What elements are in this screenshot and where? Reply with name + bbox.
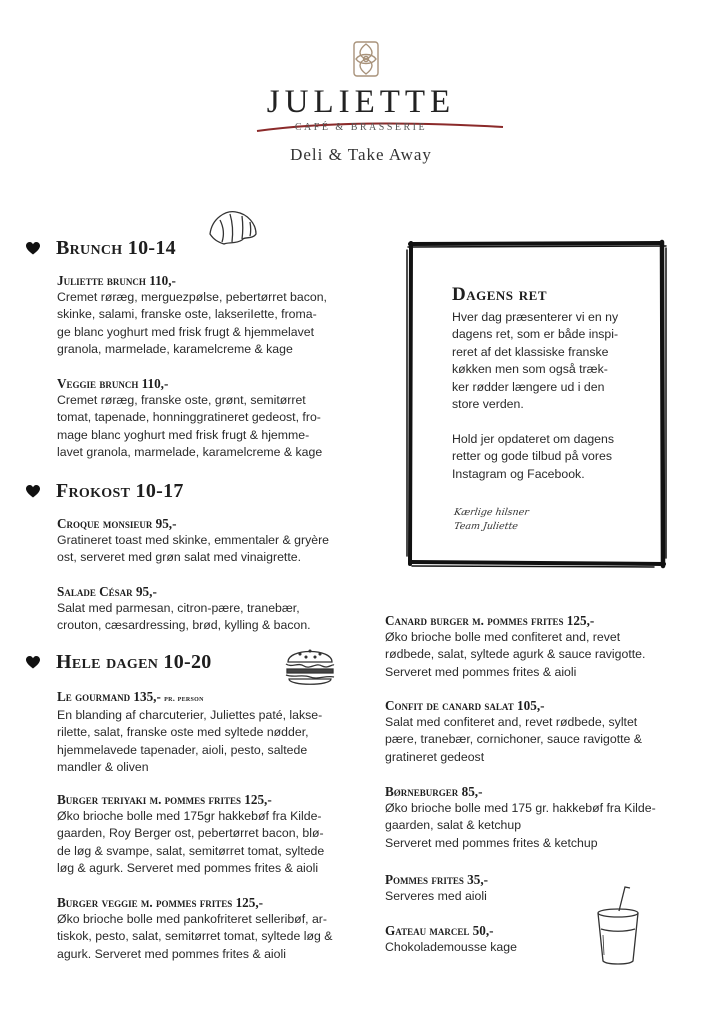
drink-cup-icon [593, 885, 643, 967]
desc-line: Serveres med aioli [385, 889, 487, 903]
item-title: Pommes frites 35,- [385, 872, 489, 887]
desc-line: Øko brioche bolle med confiteret and, revet [385, 630, 621, 644]
heart-icon [26, 242, 40, 255]
item-title: Burger teriyaki m. pommes frites 125,- [57, 792, 272, 807]
item-title: Burger veggie m. pommes frites 125,- [57, 895, 264, 910]
desc-line: Salat med confiteret and, revet rødbede, syltet [385, 715, 638, 729]
item-description [57, 707, 377, 777]
desc-line: mage blanc yoghurt med frisk frugt & hjemme- [57, 427, 310, 442]
item-title-text: Le gourmand 135,- [57, 689, 161, 704]
menu-item-croque-monsieur [57, 515, 377, 567]
menu-item-pommes-frites [385, 871, 705, 905]
desc-line: ge blanc yoghurt med frisk frugt & hjemmelavet [57, 324, 314, 339]
item-description [385, 939, 705, 956]
per-person-note: pr. person [164, 693, 204, 703]
menu-item-borneburger [385, 783, 705, 852]
text-line: Hold jer opdateret om dagens [452, 432, 615, 446]
logo-emblem-icon [348, 38, 384, 80]
desc-line: Cremet røræg, franske oste, grønt, semitørret [57, 393, 306, 407]
signature [454, 506, 529, 534]
item-description [57, 600, 377, 635]
menu-item-gateau-marcel [385, 922, 705, 956]
desc-line: Øko brioche bolle med pankofriteret selleribøf, ar- [57, 912, 327, 926]
item-title: Juliette brunch 110,- [57, 273, 176, 288]
signature-line: Team Juliette [453, 521, 519, 532]
section-title: Brunch 10-14 [56, 237, 176, 259]
item-title: Croque monsieur 95,- [57, 516, 177, 531]
section-frokost [26, 480, 184, 503]
desc-line: pære, tranebær, cornichoner, sauce ravigotte & [385, 732, 643, 747]
desc-line: rilette, salat, franske oste med syltede nødder, [57, 725, 309, 740]
signature-line: Kærlige hilsner [453, 507, 530, 518]
desc-line: Chokolademousse kage [385, 940, 517, 954]
desc-line: crouton, cæsardressing, brød, kylling & bacon. [57, 618, 311, 633]
desc-line: lavet granola, marmelade, karamelcreme & kage [57, 445, 323, 460]
dagens-ret-paragraph-2 [452, 431, 614, 483]
desc-line: Øko brioche bolle med 175gr hakkebøf fra Kilde- [57, 809, 322, 823]
menu-item-burger-veggie [57, 894, 377, 963]
desc-line: Salat med parmesan, citron-pære, tranebær, [57, 601, 300, 615]
brand-subtitle: CAFÉ & BRASSERIE [294, 122, 428, 133]
burger-icon [282, 640, 338, 690]
item-title: Børneburger 85,- [385, 784, 483, 799]
text-line: retter og gode tilbud på vores [452, 449, 612, 464]
text-line: Instagram og Facebook. [452, 466, 585, 481]
item-title: Confit de canard salat 105,- [385, 698, 545, 713]
desc-line: de løg & svampe, salat, semitørret tomat, syltede [57, 843, 325, 858]
section-title: Frokost 10-17 [56, 480, 184, 502]
desc-line: Gratineret toast med skinke, emmentaler & gryère [57, 533, 330, 547]
section-title: Hele dagen 10-20 [56, 651, 212, 673]
menu-item-veggie-brunch [57, 375, 377, 462]
menu-item-juliette-brunch [57, 272, 377, 359]
desc-line: Cremet røræg, merguezpølse, pebertørret bacon, [57, 290, 327, 304]
menu-item-salade-cesar [57, 583, 377, 635]
item-description [57, 808, 377, 878]
desc-line: En blanding af charcuterier, Juliettes paté, lakse- [57, 708, 323, 722]
desc-line: tiskok, pesto, salat, semitørret tomat, syltede løg & [57, 929, 333, 944]
section-hele-dagen [26, 651, 212, 674]
menu-item-canard-burger [385, 612, 705, 681]
croissant-icon [206, 206, 260, 250]
heart-icon [26, 485, 40, 498]
text-line: dagens ret, som er både inspi- [452, 327, 619, 342]
desc-line: gratineret gedeost [385, 749, 485, 764]
desc-line: gaarden, Roy Berger ost, pebertørret bacon, blø- [57, 826, 324, 841]
heart-icon [26, 656, 40, 669]
text-line: køkken men som også træk- [452, 362, 608, 377]
desc-line: Øko brioche bolle med 175 gr. hakkebøf fra Kilde- [385, 801, 656, 815]
section-brunch [26, 237, 176, 260]
item-description [385, 714, 705, 766]
menu-item-burger-teriyaki [57, 791, 377, 878]
menu-item-confit-salat [385, 697, 705, 766]
desc-line: ost, serveret med grøn salat med vinaigrette. [57, 550, 301, 565]
brand-name: JULIETTE [266, 84, 456, 120]
brand-tagline: Deli & Take Away [290, 145, 432, 164]
text-line: reret af det klassiske franske [452, 344, 609, 359]
desc-line: rødbede, salat, syltede agurk & sauce ravigotte. [385, 647, 646, 662]
desc-line: gaarden, salat & ketchup [385, 818, 522, 833]
item-title: Veggie brunch 110,- [57, 376, 169, 391]
item-description [385, 888, 705, 905]
desc-line: tomat, tapenade, honninggratineret gedeost, fro- [57, 410, 321, 425]
text-line: ker rødder længere ud i den [452, 379, 605, 394]
desc-line: skinke, salami, franske oste, lakseriIette, froma- [57, 307, 317, 322]
text-line: store verden. [452, 397, 524, 412]
dagens-ret-title: Dagens ret [452, 284, 547, 305]
desc-line: Serveret med pommes frites & aioli [385, 664, 577, 679]
item-description [57, 289, 377, 359]
desc-line: løg & agurk. Serveret med pommes frites & aioli [57, 861, 319, 876]
item-title: Canard burger m. pommes frites 125,- [385, 613, 595, 628]
desc-line: hjemmelavede tapenader, aioli, pesto, saltede [57, 742, 308, 757]
dagens-ret-paragraph-1 [452, 309, 618, 413]
item-title: Salade César 95,- [57, 584, 157, 599]
desc-line: agurk. Serveret med pommes frites & aioli [57, 946, 286, 961]
desc-line: Serveret med pommes frites & ketchup [385, 835, 598, 850]
item-description [57, 392, 377, 462]
item-title: Gateau marcel 50,- [385, 923, 494, 938]
desc-line: granola, marmelade, karamelcreme & kage [57, 342, 293, 357]
text-line: Hver dag præsenterer vi en ny [452, 310, 619, 324]
menu-item-le-gourmand [57, 688, 377, 777]
desc-line: mandler & oliven [57, 760, 149, 775]
item-description [57, 532, 377, 567]
item-description [385, 629, 705, 681]
item-description [385, 800, 705, 852]
item-title [57, 688, 377, 707]
item-description [57, 911, 377, 963]
